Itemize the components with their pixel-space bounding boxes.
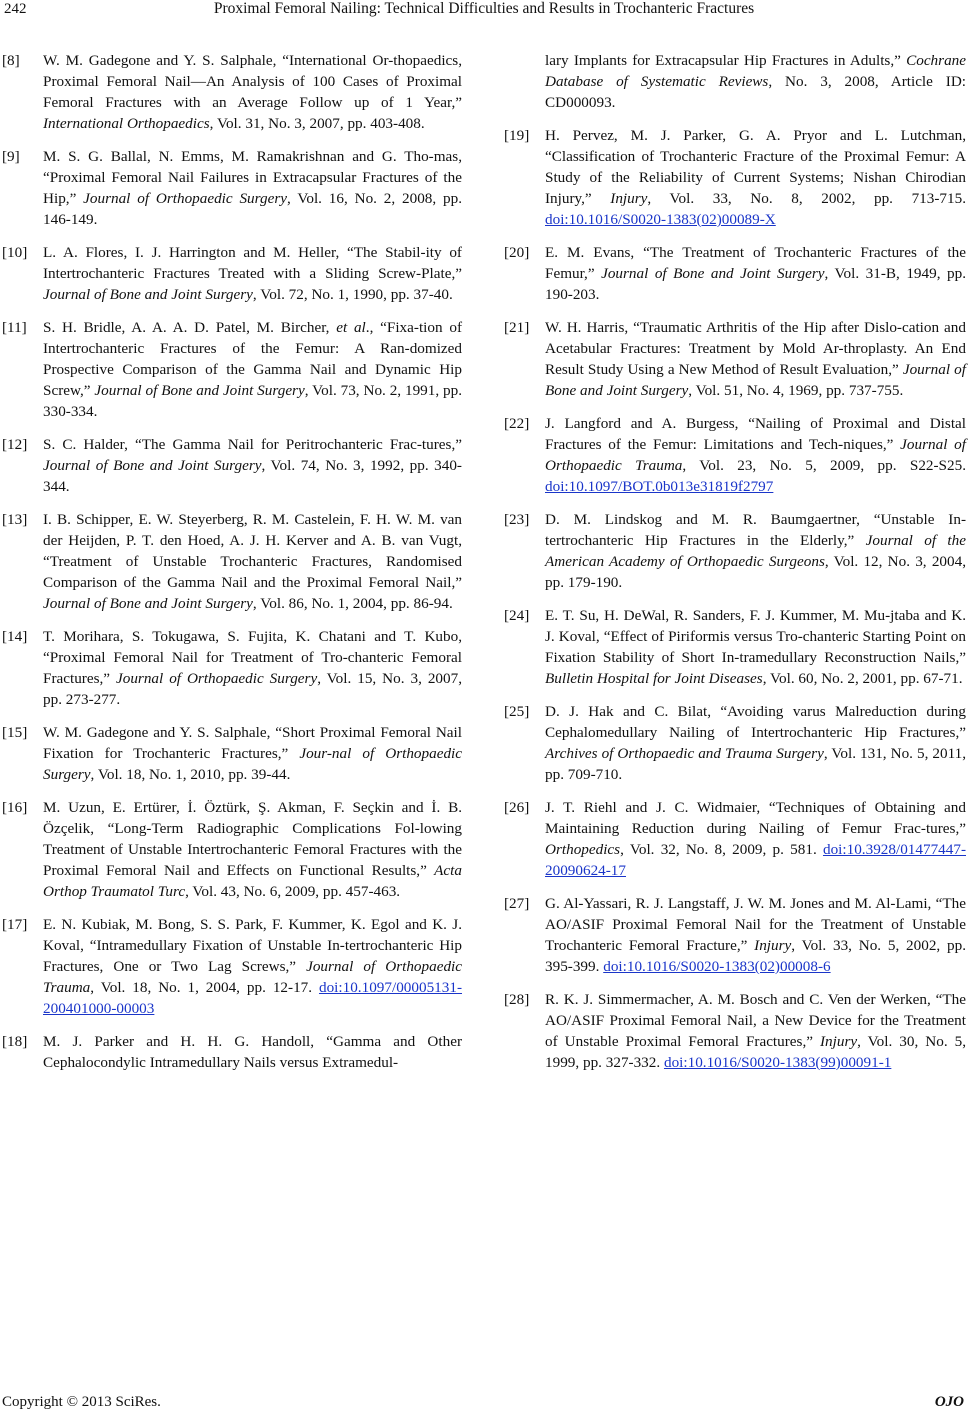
reference-authors-title: I. B. Schipper, E. W. Steyerberg, R. M. Castelein, F. H. W. M. van der Heijden, P. T. den Hoed, A. J. H. Kerver and A. B. van Vugt, “Treatment of Unstable Trochanteric Fractures, Randomised Comparison of the Gamma Nail and the Proximal Femoral Nail,” — [43, 511, 462, 591]
reference-authors-title: G. Al-Yassari, R. J. Langstaff, J. W. M. Jones and M. Al-Lami, “The AO/ASIF Proximal Femoral Nail for the Treatment of Unstable Trochanteric Femoral Fracture,” — [545, 895, 966, 954]
reference-details: , Vol. 32, No. 8, 2009, p. 581. — [620, 841, 823, 858]
reference-details: , Vol. 30, No. 5, 1999, pp. 327-332. — [545, 1033, 967, 1071]
reference-authors-title: D. M. Lindskog and M. R. Baumgaertner, “Unstable In-tertrochanteric Hip Fractures in the Elderly,” — [545, 511, 966, 549]
page-footer — [0, 1386, 968, 1410]
reference-number: [11] — [2, 319, 27, 336]
reference-entry — [504, 605, 966, 689]
reference-details: , Vol. 18, No. 1, 2010, pp. 39-44. — [90, 766, 291, 783]
reference-text — [545, 317, 966, 401]
reference-authors-title: E. M. Evans, “The Treatment of Trochanteric Fractures of the Femur,” — [545, 244, 966, 282]
journal-name: Jour-nal of Orthopaedic Surgery — [43, 745, 462, 783]
reference-text — [43, 146, 462, 230]
reference-text — [43, 317, 462, 422]
copyright-notice: Copyright © 2013 SciRes. — [2, 1394, 161, 1410]
reference-entry — [504, 893, 966, 977]
journal-name: International Orthopaedics — [43, 115, 210, 132]
journal-name: Bulletin Hospital for Joint Diseases — [545, 670, 763, 687]
reference-authors-title: M. J. Parker and H. H. G. Handoll, “Gamma and Other Cephalocondylic Intramedullary Nails versus Extramedul- — [43, 1033, 462, 1071]
reference-entry — [2, 914, 462, 1019]
reference-authors-title: M. Uzun, E. Ertürer, İ. Öztürk, Ş. Akman, F. Seçkin and İ. B. Özçelik, “Long-Term Radiographic Complications Fol-lowing Treatment of Unstable Intertrochanteric Femoral Fractures with the Proximal Femoral Nail and Effects on Functional Results,” — [43, 799, 462, 879]
journal-name: Cochrane Database of Systematic Reviews — [545, 52, 966, 90]
reference-entry — [2, 146, 462, 230]
doi-link[interactable]: doi:10.3928/01477447-20090624-17 — [545, 841, 966, 879]
reference-text — [545, 797, 966, 881]
journal-name: Journal of Orthopaedic Surgery — [83, 190, 287, 207]
reference-authors-title: S. H. Bridle, A. A. A. D. Patel, M. Bircher, — [43, 319, 337, 336]
reference-text — [43, 434, 462, 497]
reference-number: [13] — [2, 511, 28, 528]
journal-name: Injury — [820, 1033, 858, 1050]
reference-details: , Vol. 31-B, 1949, pp. 190-203. — [545, 265, 966, 303]
reference-details: , No. 3, 2008, Article ID: CD000093. — [545, 73, 967, 111]
reference-number: [12] — [2, 436, 28, 453]
page-number: 242 — [4, 1, 27, 17]
reference-details: , Vol. 72, No. 1, 1990, pp. 37-40. — [252, 286, 453, 303]
reference-authors-title: W. H. Harris, “Traumatic Arthritis of the Hip after Dislo-cation and Acetabular Fractures: Treatment by Mold Ar-throplasty. An End Result Study Using a New Method of Result Evaluation,” — [545, 319, 966, 378]
reference-entry — [504, 125, 966, 230]
reference-entry — [2, 626, 462, 710]
journal-name: Injury — [754, 937, 792, 954]
reference-details: , Vol. 43, No. 6, 2009, pp. 457-463. — [185, 883, 401, 900]
doi-link[interactable]: doi:10.1016/S0020-1383(99)00091-1 — [663, 1054, 892, 1071]
reference-number: [25] — [504, 703, 530, 720]
journal-name: Journal of Bone and Joint Surgery — [43, 595, 253, 612]
reference-entry — [2, 434, 462, 497]
reference-entry — [2, 50, 462, 134]
doi-link[interactable]: doi:10.1097/BOT.0b013e31819f2797 — [545, 478, 774, 495]
reference-number: [27] — [504, 895, 530, 912]
reference-authors-title: H. Pervez, M. J. Parker, G. A. Pryor and L. Lutchman, “Classification of Trochanteric Fracture of the Proximal Femur: A Study of the Reliability of Current Systems; Nishan Chirodian Injury,” — [545, 127, 966, 207]
journal-name: Journal of Bone and Joint Surgery — [43, 286, 253, 303]
reference-number: [22] — [504, 415, 530, 432]
running-title: Proximal Femoral Nailing: Technical Difficulties and Results in Trochanteric Fractures — [213, 0, 755, 17]
reference-authors-title: W. M. Gadegone and Y. S. Salphale, “International Or-thopaedics, Proximal Femoral Nail—An Analysis of 100 Cases of Proximal Femoral Fractures with an Average Follow up of 1 Year,” — [43, 52, 462, 111]
reference-number: [17] — [2, 916, 28, 933]
reference-authors-title: R. K. J. Simmermacher, A. M. Bosch and C. Ven der Werken, “The AO/ASIF Proximal Femoral Nail, a New Device for the Treatment of Unstable Proximal Femoral Fractures,” — [545, 991, 966, 1050]
reference-text — [43, 626, 462, 710]
reference-number: [18] — [2, 1033, 28, 1050]
reference-details: , Vol. 51, No. 4, 1969, pp. 737-755. — [688, 382, 904, 399]
reference-title: ., “Fixa-tion of Intertrochanteric Fractures of the Femur: A Ran-domized Prospective Comparison of the Gamma Nail and Dynamic Hip Screw,” — [43, 319, 462, 399]
reference-number: [21] — [504, 319, 530, 336]
reference-details: , Vol. 23, No. 5, 2009, pp. S22-S25. — [682, 457, 966, 474]
reference-text — [43, 914, 462, 1019]
reference-column-right — [504, 50, 966, 1085]
reference-authors-title: W. M. Gadegone and Y. S. Salphale, “Short Proximal Femoral Nail Fixation for Trochanteric Fractures,” — [43, 724, 462, 762]
reference-entry — [504, 242, 966, 305]
reference-authors-title: J. Langford and A. Burgess, “Nailing of Proximal and Distal Fractures of the Femur: Limitations and Tech-niques,” — [545, 415, 966, 453]
reference-authors-title: D. J. Hak and C. Bilat, “Avoiding varus Malreduction during Cephalomedullary Nailing of Intertrochanteric Hip Fractures,” — [545, 703, 966, 741]
reference-continuation — [504, 50, 966, 113]
reference-text — [545, 413, 966, 497]
reference-details: , Vol. 33, No. 8, 2002, pp. 713-715. — [647, 190, 966, 207]
reference-authors-title: T. Morihara, S. Tokugawa, S. Fujita, K. Chatani and T. Kubo, “Proximal Femoral Nail for Treatment of Tro-chanteric Femoral Fractures,” — [43, 628, 462, 687]
reference-number: [14] — [2, 628, 28, 645]
reference-text — [43, 509, 462, 614]
journal-name: Journal of the American Academy of Orthopaedic Surgeons — [545, 532, 966, 570]
reference-text — [545, 242, 966, 305]
journal-name: Acta Orthop Traumatol Turc — [43, 862, 462, 900]
reference-details: , Vol. 16, No. 2, 2008, pp. 146-149. — [43, 190, 462, 228]
journal-name: Journal of Orthopaedic Trauma — [545, 436, 966, 474]
reference-text — [545, 605, 966, 689]
reference-text — [545, 701, 966, 785]
reference-text — [545, 989, 966, 1073]
reference-number: [8] — [2, 52, 20, 69]
journal-name: Journal of Bone and Joint Surgery — [94, 382, 305, 399]
reference-entry — [504, 413, 966, 497]
reference-text — [545, 50, 966, 113]
reference-number: [23] — [504, 511, 530, 528]
journal-name: Journal of Bone and Joint Surgery — [545, 361, 966, 399]
journal-name: Journal of Bone and Joint Surgery — [601, 265, 825, 282]
reference-entry — [2, 317, 462, 422]
reference-details: , Vol. 15, No. 3, 2007, pp. 273-277. — [43, 670, 462, 708]
reference-details: , Vol. 60, No. 2, 2001, pp. 67-71. — [762, 670, 963, 687]
journal-name: Journal of Orthopaedic Trauma — [43, 958, 463, 996]
reference-text — [545, 893, 966, 977]
journal-name: Orthopedics — [545, 841, 621, 858]
reference-details: , Vol. 31, No. 3, 2007, pp. 403-408. — [209, 115, 425, 132]
reference-number: [28] — [504, 991, 530, 1008]
reference-text — [545, 509, 966, 593]
reference-text — [43, 50, 462, 134]
reference-entry — [2, 722, 462, 785]
reference-authors-title: E. T. Su, H. DeWal, R. Sanders, F. J. Kummer, M. Mu-jtaba and K. J. Koval, “Effect of Piriformis versus Tro-chanteric Starting Point on Fixation Stability of Short In-tramedullary Reconstruction Nails,” — [545, 607, 966, 666]
reference-authors-title: E. N. Kubiak, M. Bong, S. S. Park, F. Kummer, K. Egol and K. J. Koval, “Intramedullary Fixation of Unstable In-tertrochanteric Hip Fractures, One or Two Lag Screws,” — [43, 916, 462, 975]
reference-details: , Vol. 12, No. 3, 2004, pp. 179-190. — [545, 553, 966, 591]
reference-entry — [2, 242, 462, 305]
reference-text — [545, 125, 966, 230]
reference-number: [9] — [2, 148, 20, 165]
page-header — [0, 0, 968, 24]
reference-number: [20] — [504, 244, 530, 261]
doi-link[interactable]: doi:10.1016/S0020-1383(02)00008-6 — [603, 958, 831, 975]
reference-column-left — [2, 50, 462, 1085]
doi-link[interactable]: doi:10.1016/S0020-1383(02)00089-X — [545, 211, 776, 228]
reference-number: [26] — [504, 799, 530, 816]
et-al: et al — [336, 319, 366, 336]
reference-entry — [504, 797, 966, 881]
reference-number: [19] — [504, 127, 530, 144]
reference-authors-title: J. T. Riehl and J. C. Widmaier, “Techniques of Obtaining and Maintaining Reduction during Nailing of Femur Frac-tures,” — [545, 799, 966, 837]
reference-number: [24] — [504, 607, 530, 624]
reference-details: , Vol. 131, No. 5, 2011, pp. 709-710. — [545, 745, 966, 783]
doi-link[interactable]: doi:10.1097/00005131-200401000-00003 — [43, 979, 462, 1017]
reference-authors-title: S. C. Halder, “The Gamma Nail for Peritrochanteric Frac-tures,” — [43, 436, 462, 453]
reference-entry — [2, 509, 462, 614]
reference-number: [10] — [2, 244, 28, 261]
reference-entry — [504, 701, 966, 785]
reference-text — [43, 1031, 462, 1073]
reference-number: [15] — [2, 724, 28, 741]
reference-details: , Vol. 86, No. 1, 2004, pp. 86-94. — [252, 595, 453, 612]
reference-authors-title: L. A. Flores, I. J. Harrington and M. Heller, “The Stabil-ity of Intertrochanteric Fractures Treated with a Sliding Screw-Plate,” — [43, 244, 462, 282]
reference-number: [16] — [2, 799, 28, 816]
reference-details: , Vol. 33, No. 5, 2002, pp. 395-399. — [545, 937, 966, 975]
reference-text — [43, 722, 462, 785]
journal-name: Archives of Orthopaedic and Trauma Surgery — [545, 745, 824, 762]
reference-details: , Vol. 74, No. 3, 1992, pp. 340-344. — [43, 457, 462, 495]
reference-details: , Vol. 18, No. 1, 2004, pp. 12-17. — [90, 979, 319, 996]
journal-abbreviation: OJO — [934, 1394, 964, 1410]
journal-name: Injury — [610, 190, 648, 207]
reference-entry — [2, 1031, 462, 1073]
reference-entry — [504, 989, 966, 1073]
reference-entry — [504, 509, 966, 593]
journal-name: Journal of Orthopaedic Surgery — [116, 670, 318, 687]
reference-entry — [504, 317, 966, 401]
reference-text — [43, 242, 462, 305]
reference-text — [43, 797, 462, 902]
reference-authors-title: M. S. G. Ballal, N. Emms, M. Ramakrishnan and G. Tho-mas, “Proximal Femoral Nail Failures in Extracapsular Fractures of the Hip,” — [43, 148, 462, 207]
reference-details: , Vol. 73, No. 2, 1991, pp. 330-334. — [43, 382, 463, 420]
reference-entry — [2, 797, 462, 902]
reference-title: lary Implants for Extracapsular Hip Fractures in Adults,” — [545, 52, 907, 69]
journal-name: Journal of Bone and Joint Surgery — [43, 457, 262, 474]
